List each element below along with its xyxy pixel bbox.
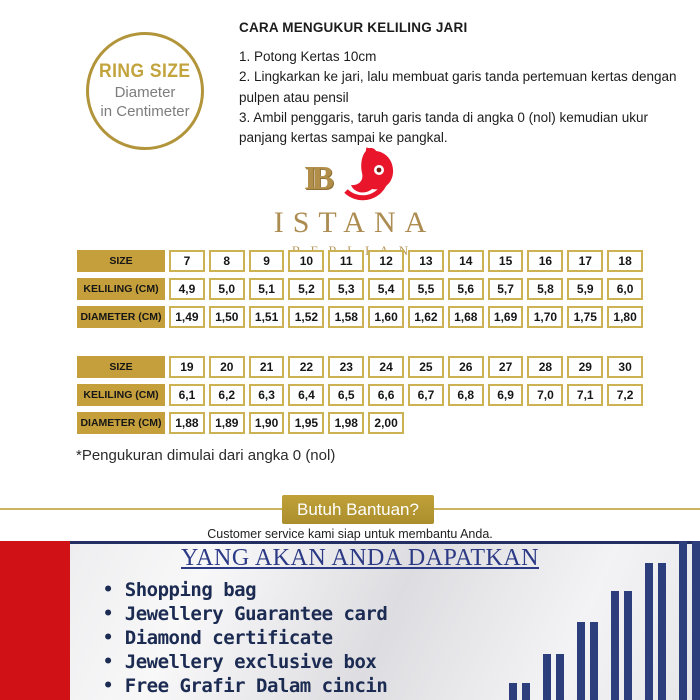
benefit-item (103, 626, 387, 650)
table-cell: 1,75 (567, 306, 603, 328)
benefit-item (103, 650, 387, 674)
size-table-1 (77, 250, 643, 328)
bar-pair (679, 541, 700, 700)
table-cell: 6,1 (169, 384, 205, 406)
table-cell: 19 (169, 356, 205, 378)
instruction-step-2: 2. Lingkarkan ke jari, lalu membuat garis tanda pertemuan kertas dengan pulpen atau pensil (239, 69, 677, 105)
bullet-icon: • (103, 628, 113, 648)
table-cell: 1,50 (209, 306, 245, 328)
decoration-bar (645, 563, 653, 700)
decoration-bar (509, 683, 517, 700)
ring-size-subtitle-2: in Centimeter (100, 102, 190, 120)
table-cell: 6,7 (408, 384, 444, 406)
table-cell: 1,89 (209, 412, 245, 434)
table-cell: 4,9 (169, 278, 205, 300)
table-cell: 18 (607, 250, 643, 272)
table-cell: 5,5 (408, 278, 444, 300)
table-cell: 5,2 (288, 278, 324, 300)
table-cell: 6,6 (368, 384, 404, 406)
table-cell: 1,70 (527, 306, 563, 328)
table-cell: 6,2 (209, 384, 245, 406)
table-row-label: SIZE (77, 250, 165, 272)
table-cell: 16 (527, 250, 563, 272)
decoration-bar (543, 654, 551, 700)
brand-logo (0, 146, 700, 259)
table-cell: 21 (249, 356, 285, 378)
decoration-bar (658, 563, 666, 700)
ring-size-subtitle-1: Diameter (114, 84, 176, 102)
decoration-bar (679, 541, 687, 700)
measurement-footnote: *Pengukuran dimulai dari angka 0 (nol) (76, 447, 336, 464)
bar-pair (645, 563, 666, 700)
table-cell: 6,4 (288, 384, 324, 406)
decoration-bar (577, 622, 585, 700)
size-table-2 (77, 356, 643, 434)
decoration-bar (556, 654, 564, 700)
ring-size-circle-badge (86, 32, 204, 150)
table-row-label: SIZE (77, 356, 165, 378)
table-cell: 20 (209, 356, 245, 378)
benefit-item (103, 674, 387, 698)
decoration-bar (522, 683, 530, 700)
benefit-item-label: Jewellery Guarantee card (124, 603, 388, 625)
table-cell: 27 (488, 356, 524, 378)
table-cell: 6,3 (249, 384, 285, 406)
decoration-bar (611, 591, 619, 700)
table-cell: 5,9 (567, 278, 603, 300)
bullet-icon: • (103, 652, 113, 672)
bar-pair (577, 622, 598, 700)
table-cell: 1,98 (328, 412, 364, 434)
table-cell: 6,8 (448, 384, 484, 406)
red-accent-block (0, 541, 70, 700)
table-cell: 29 (567, 356, 603, 378)
monogram-ib: IB (304, 160, 328, 197)
benefit-item (103, 578, 387, 602)
table-cell: 30 (607, 356, 643, 378)
table-cell: 12 (368, 250, 404, 272)
instructions-heading: CARA MENGUKUR KELILING JARI (239, 20, 468, 35)
table-cell: 22 (288, 356, 324, 378)
table-row-label: KELILING (CM) (77, 278, 165, 300)
table-cell: 5,8 (527, 278, 563, 300)
bar-pair (611, 591, 632, 700)
benefit-item-label: Free Grafir Dalam cincin (124, 675, 388, 697)
table-cell: 1,88 (169, 412, 205, 434)
table-cell: 15 (488, 250, 524, 272)
table-cell: 6,0 (607, 278, 643, 300)
table-cell: 11 (328, 250, 364, 272)
table-cell: 25 (408, 356, 444, 378)
table-cell: 28 (527, 356, 563, 378)
benefit-item (103, 602, 387, 626)
table-cell: 8 (209, 250, 245, 272)
table-row-label: DIAMETER (CM) (77, 306, 165, 328)
instruction-step-1: 1. Potong Kertas 10cm (239, 49, 377, 64)
table-cell: 1,68 (448, 306, 484, 328)
table-cell: 26 (448, 356, 484, 378)
table-cell: 1,52 (288, 306, 324, 328)
lion-head-graphic (324, 146, 402, 204)
instruction-step-3: 3. Ambil penggaris, taruh garis tanda di angka 0 (nol) kemudian ukur panjang kertas sampai ke pangkal. (239, 109, 648, 145)
table-cell: 1,58 (328, 306, 364, 328)
table-cell: 6,9 (488, 384, 524, 406)
bar-pair (543, 654, 564, 700)
table-cell: 5,4 (368, 278, 404, 300)
bar-chart-decoration (496, 541, 700, 700)
benefits-title: YANG AKAN ANDA DAPATKAN (181, 545, 539, 571)
bullet-icon: • (103, 580, 113, 600)
table-row-label: DIAMETER (CM) (77, 412, 165, 434)
table-cell: 5,6 (448, 278, 484, 300)
table-cell: 13 (408, 250, 444, 272)
table-cell: 5,1 (249, 278, 285, 300)
brand-name: ISTANA (273, 206, 436, 239)
customer-service-caption: Customer service kami siap untuk membantu Anda. (207, 527, 493, 541)
table-cell: 9 (249, 250, 285, 272)
table-cell: 24 (368, 356, 404, 378)
bullet-icon: • (103, 604, 113, 624)
table-cell: 5,0 (209, 278, 245, 300)
lion-head-icon (290, 146, 410, 204)
table-cell: 1,95 (288, 412, 324, 434)
table-cell: 7 (169, 250, 205, 272)
decoration-bar (624, 591, 632, 700)
table-cell: 10 (288, 250, 324, 272)
table-cell: 1,62 (408, 306, 444, 328)
table-cell: 5,7 (488, 278, 524, 300)
measuring-instructions (239, 20, 689, 148)
ring-size-title: RING SIZE (99, 61, 191, 83)
benefits-panel (0, 541, 700, 700)
bar-pair (509, 683, 530, 700)
table-cell: 2,00 (368, 412, 404, 434)
bullet-icon: • (103, 676, 113, 696)
table-cell: 7,1 (567, 384, 603, 406)
benefits-list (103, 578, 387, 698)
need-help-button[interactable]: Butuh Bantuan? (282, 495, 434, 524)
table-cell: 5,3 (328, 278, 364, 300)
decoration-bar (692, 541, 700, 700)
table-cell: 17 (567, 250, 603, 272)
table-cell: 1,60 (368, 306, 404, 328)
benefit-item-label: Jewellery exclusive box (124, 651, 377, 673)
table-cell: 1,51 (249, 306, 285, 328)
table-cell: 1,80 (607, 306, 643, 328)
table-cell: 1,49 (169, 306, 205, 328)
benefit-item-label: Shopping bag (124, 579, 257, 601)
table-cell: 1,69 (488, 306, 524, 328)
decoration-bar (590, 622, 598, 700)
table-cell: 23 (328, 356, 364, 378)
table-cell: 6,5 (328, 384, 364, 406)
table-cell: 7,2 (607, 384, 643, 406)
table-cell: 1,90 (249, 412, 285, 434)
benefit-item-label: Diamond certificate (124, 627, 333, 649)
table-cell: 7,0 (527, 384, 563, 406)
table-row-label: KELILING (CM) (77, 384, 165, 406)
table-cell: 14 (448, 250, 484, 272)
